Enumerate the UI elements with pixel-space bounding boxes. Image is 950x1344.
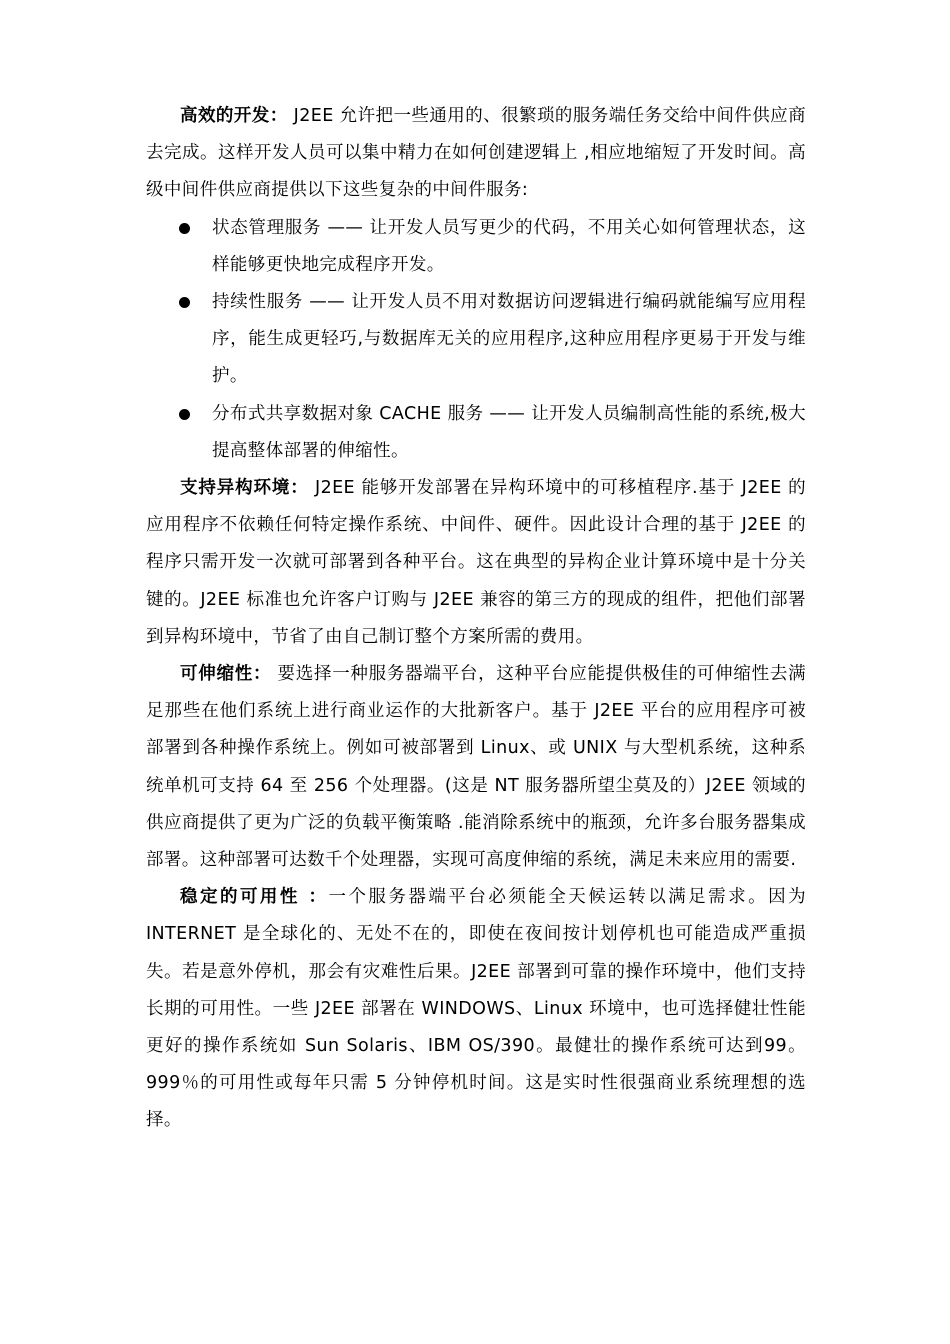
paragraph-availability [146, 879, 806, 1139]
paragraph-text: 一个服务器端平台必须能全天候运转以满足需求。因为 INTERNET 是全球化的、无处不在的，即使在夜间按计划停机也可能造成严重损失。若是意外停机，那会有灾难性后果。J2EE 部署到可靠的操作环境中，他们支持长期的可用性。一些 J2EE 部署在 WINDOWS、Linux 环境中，也可选择健壮性能更好的操作系统如 Sun Solaris、IBM OS/390。最健壮的操作系统可达到99。999％的可用性或每年只需 5 分钟停机时间。这是实时性很强商业系统理想的选择。 [146, 887, 806, 1131]
list-item-text: 状态管理服务 —— 让开发人员写更少的代码，不用关心如何管理状态，这样能够更快地完成程序开发。 [212, 217, 806, 275]
list-item [146, 210, 806, 284]
paragraph-text: J2EE 允许把一些通用的、很繁琐的服务端任务交给中间件供应商去完成。这样开发人员可以集中精力在如何创建逻辑上 ,相应地缩短了开发时间。高级中间件供应商提供以下这些复杂的中间件服务: [146, 106, 806, 201]
paragraph-scalability [146, 656, 806, 879]
paragraph-heading: 稳定的可用性 ： [180, 887, 329, 908]
list-item-text: 分布式共享数据对象 CACHE 服务 —— 让开发人员编制高性能的系统,极大提高整体部署的伸缩性。 [212, 403, 806, 461]
document-body [146, 98, 806, 1140]
middleware-services-list [146, 210, 806, 470]
bullet-icon [179, 223, 190, 234]
bullet-icon [179, 297, 190, 308]
list-item-text: 持续性服务 —— 让开发人员不用对数据访问逻辑进行编码就能编写应用程序，能生成更轻巧,与数据库无关的应用程序,这种应用程序更易于开发与维护。 [212, 292, 806, 387]
paragraph-heading: 高效的开发： [180, 106, 288, 126]
paragraph-heading: 可伸缩性： [180, 664, 272, 685]
paragraph-text: 要选择一种服务器端平台，这种平台应能提供极佳的可伸缩性去满足那些在他们系统上进行商业运作的大批新客户。基于 J2EE 平台的应用程序可被部署到各种操作系统上。例如可被部署到 Linux、或 UNIX 与大型机系统，这种系统单机可支持 64 至 256 个处理器。(这是 NT 服务器所望尘莫及的）J2EE 领域的供应商提供了更为广泛的负载平衡策略 .能消除系统中的瓶颈，允许多台服务器集成部署。这种部署可达数千个处理器，实现可高度伸缩的系统，满足未来应用的需要. [146, 664, 807, 871]
paragraph-text: J2EE 能够开发部署在异构环境中的可移植程序.基于 J2EE 的应用程序不依赖任何特定操作系统、中间件、硬件。因此设计合理的基于 J2EE 的程序只需开发一次就可部署到各种平台。这在典型的异构企业计算环境中是十分关键的。J2EE 标准也允许客户订购与 J2EE 兼容的第三方的现成的组件，把他们部署到异构环境中，节省了由自己制订整个方案所需的费用。 [146, 478, 806, 647]
paragraph-heading: 支持异构环境： [180, 478, 309, 499]
list-item [146, 396, 806, 470]
paragraph-heterogeneous-support [146, 470, 806, 656]
bullet-icon [179, 409, 190, 420]
list-item [146, 284, 806, 396]
paragraph-efficient-development [146, 98, 806, 210]
